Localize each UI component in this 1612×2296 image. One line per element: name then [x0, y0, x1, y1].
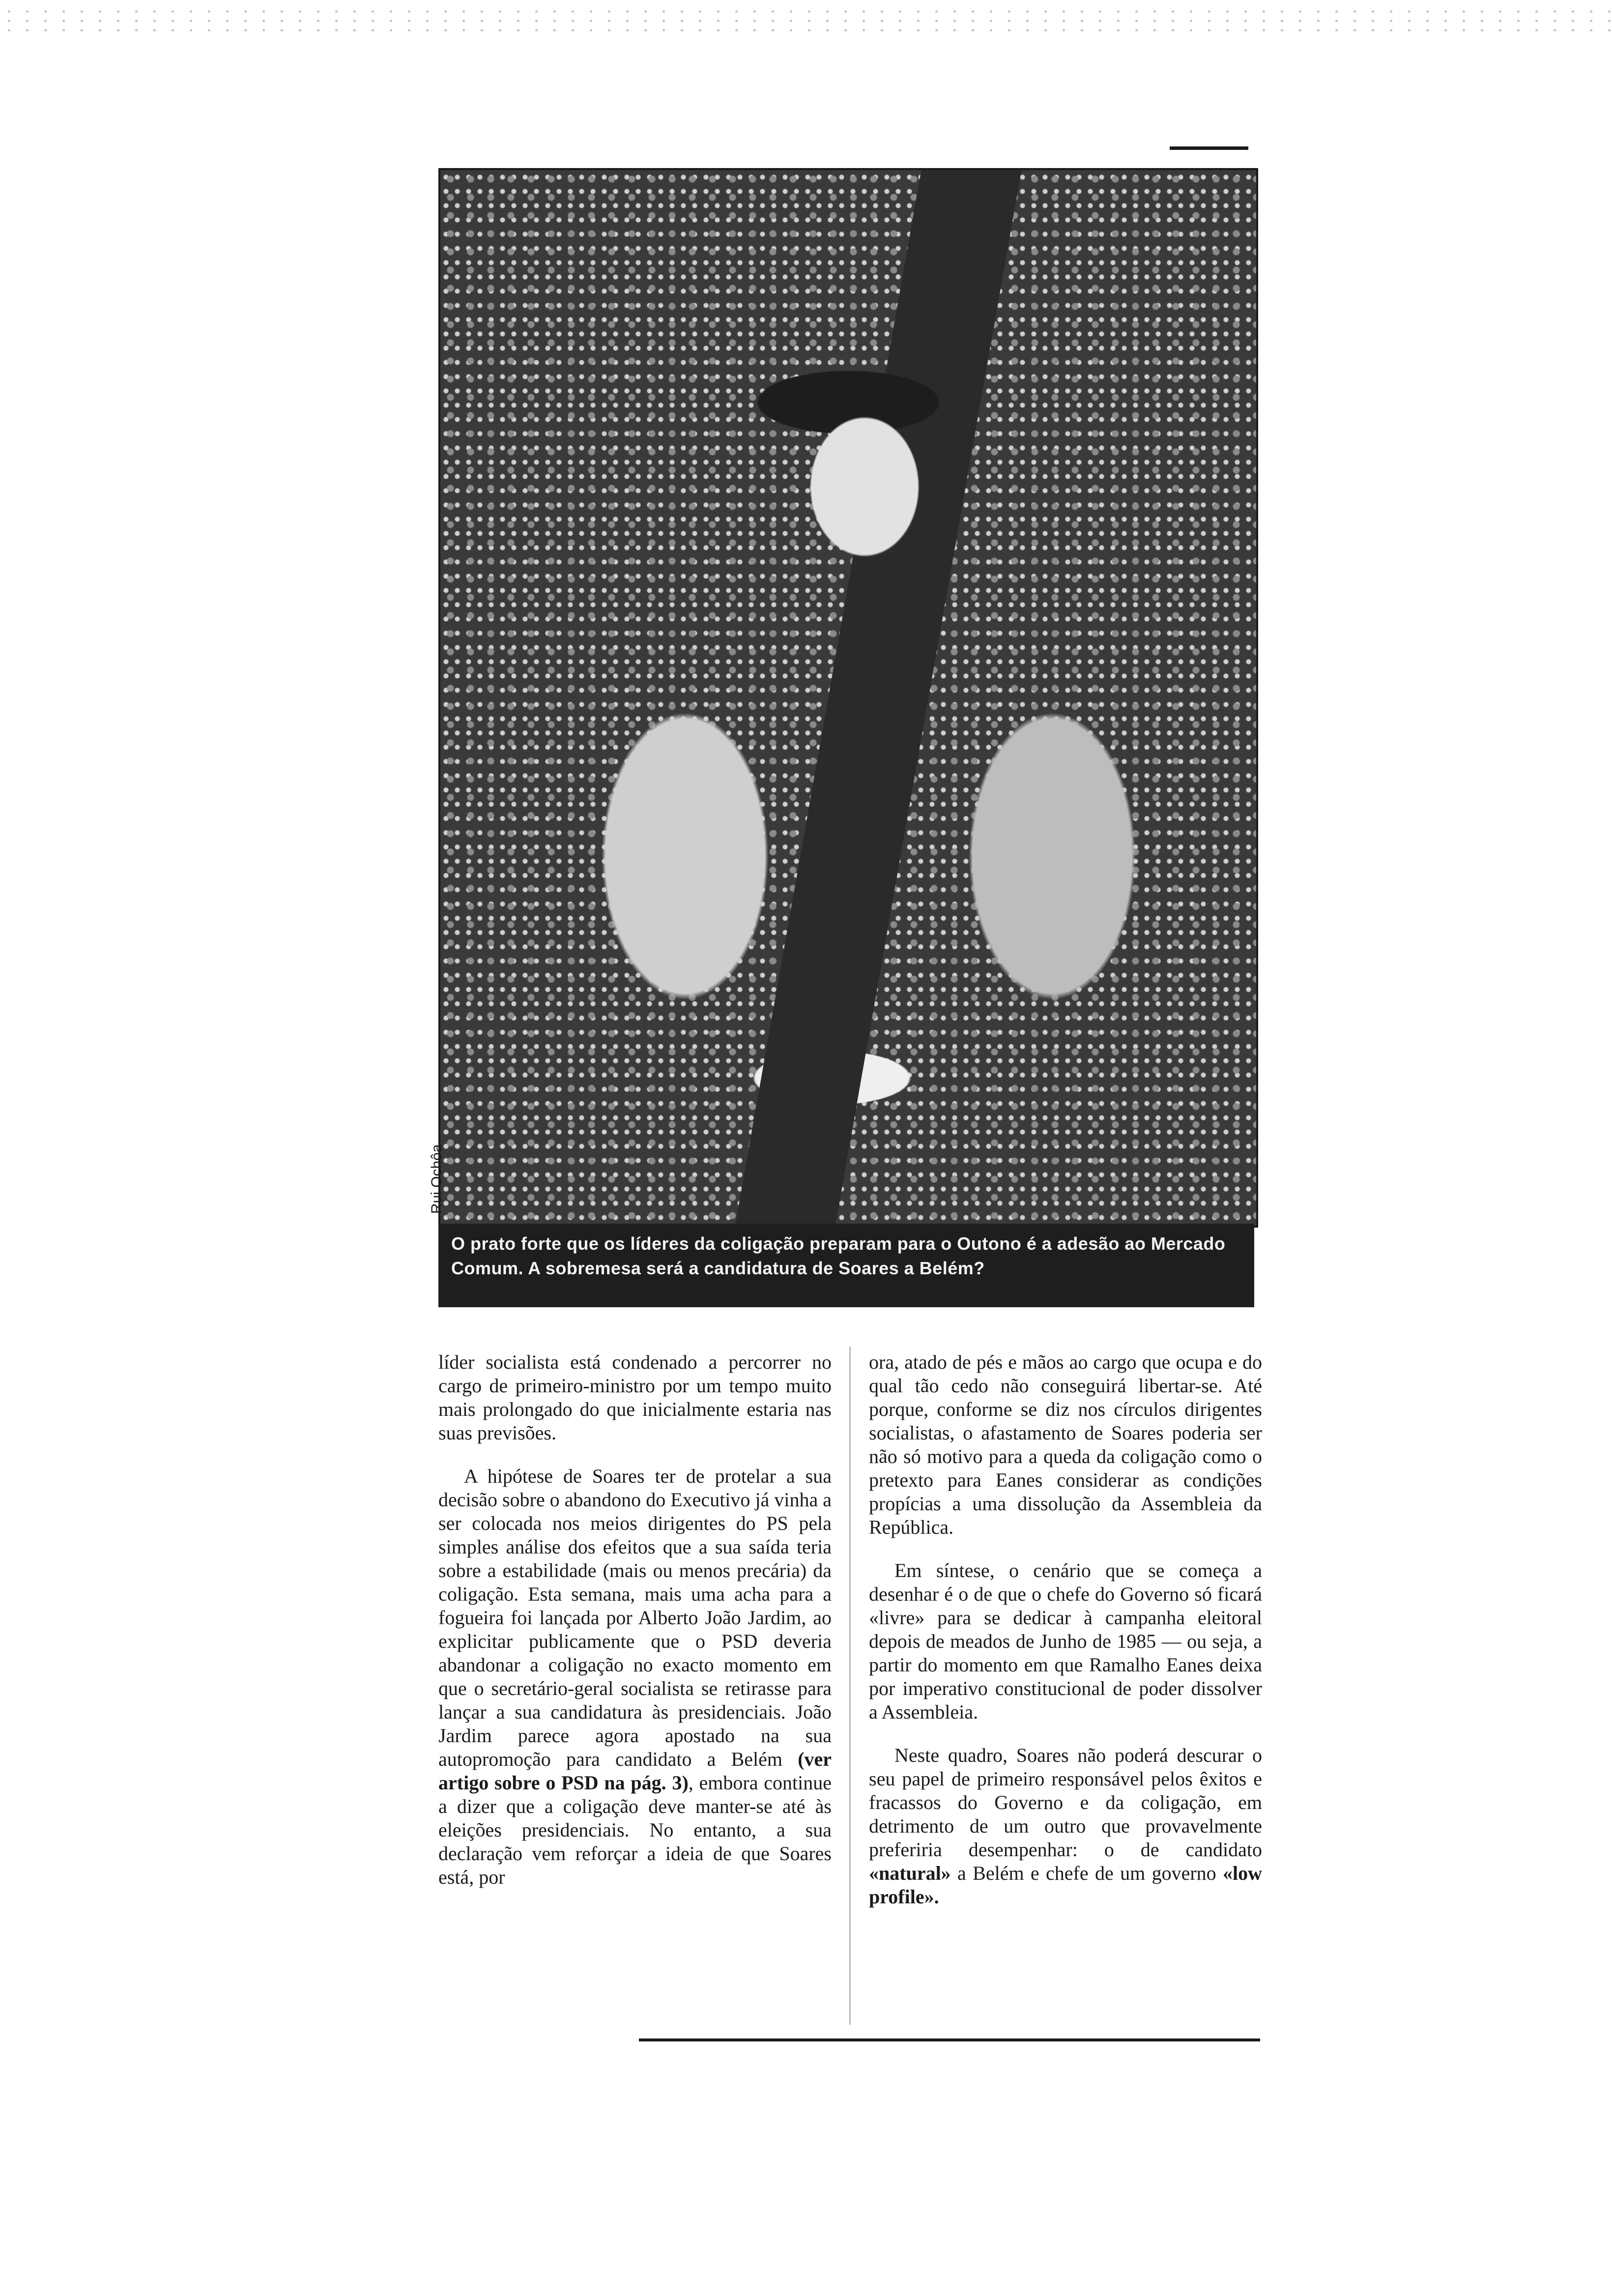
paragraph [438, 1464, 832, 1889]
paragraph-text: a Belém e chefe de um governo [957, 1862, 1216, 1884]
article-column-right [869, 1350, 1262, 1928]
column-divider [849, 1347, 851, 2025]
photo-caption-box [438, 1224, 1254, 1307]
emphasis-text: «natural» [869, 1862, 951, 1884]
cross-reference: (ver artigo sobre o PSD na pág. 3) [438, 1748, 832, 1794]
paragraph-text: A hipótese de Soares ter de protelar a sua decisão sobre o abandono do Executivo já vinha a ser colocada nos meios dirigentes do PS pela simples análise dos efeitos que a sua saída teria sobre a estabilidade (mais ou menos precária) da coligação. Esta semana, mais uma acha para a fogueira foi lançada por Alberto João Jardim, ao explicitar publicamente que o PSD deveria abandonar a coligação no exacto momento em que o secretário-geral socialista se retirasse para lançar a sua candidatura às presidenciais. João Jardim parece agora apostado na sua autopromoção para candidato a Belém [438, 1465, 832, 1770]
paragraph-text: líder socialista está condenado a percorrer no cargo de primeiro-ministro por um tempo muito mais prolongado do que inicialmente estaria nas suas previsões. [438, 1351, 832, 1444]
paragraph-text: Neste quadro, Soares não poderá descurar o seu papel de primeiro responsável pelos êxitos e fracassos do Governo e da coligação, em detrimento de um outro que provavelmente preferiria desempenhar: o de candidato [869, 1744, 1262, 1861]
scan-noise-top [0, 7, 1612, 31]
photo-caption: O prato forte que os líderes da coligação preparam para o Outono é a adesão ao Mercado Comum. A sobremesa será a candidatura de Soares a Belém? [451, 1234, 1226, 1278]
paragraph [869, 1744, 1262, 1909]
photo-credit: Rui Ochôa [429, 1144, 445, 1214]
top-rule [1170, 146, 1248, 150]
paragraph-text: , embora continue a dizer que a coligação deve manter-se até às eleições presidenciais. No entanto, a sua declaração vem reforçar a ideia de que Soares está, por [438, 1772, 832, 1888]
paragraph [438, 1350, 832, 1445]
paragraph-text: Em síntese, o cenário que se começa a desenhar é o de que o chefe do Governo só ficará «livre» para se dedicar à campanha eleitoral depois de meados de Junho de 1985 — ou seja, a partir do momento em que Ramalho Eanes deixa por imperativo constitucional de poder dissolver a Assembleia. [869, 1559, 1262, 1723]
news-photo [438, 168, 1258, 1228]
paragraph [869, 1559, 1262, 1724]
bottom-rule [639, 2038, 1260, 2041]
paragraph-text: ora, atado de pés e mãos ao cargo que ocupa e do qual tão cedo não conseguirá libertar-se. Até porque, conforme se diz nos círculos dirigentes socialistas, o afastamento de Soares poderia ser não só motivo para a queda da coligação como o pretexto para Eanes considerar as condições propícias a uma dissolução da Assembleia da República. [869, 1351, 1262, 1538]
emphasis-text: «low profile». [869, 1862, 1262, 1908]
paragraph [869, 1350, 1262, 1539]
article-column-left [438, 1350, 832, 1909]
